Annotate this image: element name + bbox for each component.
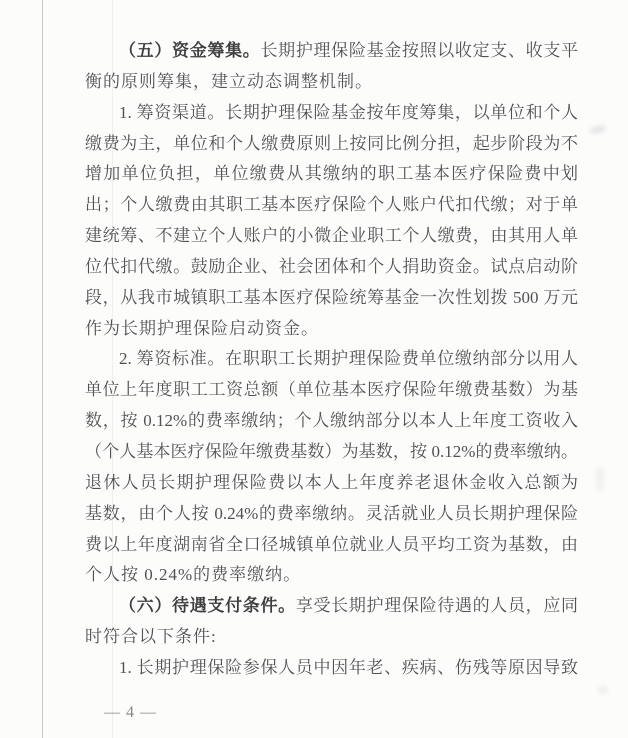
scan-smudge: [589, 124, 606, 134]
scan-smudge: [598, 686, 608, 694]
text-line: 费以上年度湖南省全口径城镇单位就业人员平均工资为基数，由: [85, 534, 578, 554]
scan-edge-line: [42, 0, 43, 738]
text-line: 2. 筹资标准。在职职工长期护理保险费单位缴纳部分以用人: [119, 349, 578, 369]
text-line: 个人按 0.24%的费率缴纳。: [85, 565, 302, 585]
line-text: 享受长期护理保险待遇的人员，应同: [295, 596, 579, 616]
text-line: 段，从我市城镇职工基本医疗保险统筹基金一次性划拨 500 万元: [85, 287, 578, 307]
text-line: 位代扣代缴。鼓励企业、社会团体和个人捐助资金。试点启动阶: [85, 256, 578, 276]
text-line: 1. 筹资渠道。长期护理保险基金按年度筹集，以单位和个人: [119, 102, 578, 122]
text-line: 衡的原则筹集，建立动态调整机制。: [85, 71, 373, 91]
text-line: （个人基本医疗保险年缴费基数）为基数，按 0.12%的费率缴纳。: [85, 441, 578, 461]
text-line: 缴费为主，单位和个人缴费原则上按同比例分担，起步阶段为不: [85, 133, 578, 153]
section-heading-bold: （六）待遇支付条件。: [119, 596, 296, 616]
text-line: 作为长期护理保险启动资金。: [85, 318, 319, 338]
text-line: 出；个人缴费由其职工基本医疗保险个人账户代扣代缴；对于单: [85, 195, 578, 215]
section-heading-line: [85, 36, 578, 67]
text-line: 基数，由个人按 0.24%的费率缴纳。灵活就业人员长期护理保险: [85, 503, 578, 523]
text-line: 退休人员长期护理保险费以本人上年度养老退休金收入总额为: [85, 472, 578, 492]
text-line: 单位上年度职工工资总额（单位基本医疗保险年缴费基数）为基: [85, 380, 578, 400]
line-text: 长期护理保险基金按照以收定支、收支平: [260, 41, 579, 60]
text-line: 建统筹、不建立个人账户的小微企业职工个人缴费，由其用人单: [85, 226, 578, 246]
text-line: 数，按 0.12%的费率缴纳；个人缴纳部分以本人上年度工资收入: [85, 411, 578, 431]
scan-smudge: [596, 466, 604, 492]
page-number: — 4 —: [104, 704, 157, 721]
section-heading-bold: （五）资金筹集。: [119, 41, 261, 60]
section-heading-line: [85, 591, 578, 622]
text-line: 增加单位负担，单位缴费从其缴纳的职工基本医疗保险费中划: [85, 164, 578, 184]
text-line: 时符合以下条件:: [85, 627, 217, 647]
text-line: 1. 长期护理保险参保人员中因年老、疾病、伤残等原因导致: [119, 657, 578, 677]
document-body: [85, 36, 578, 684]
